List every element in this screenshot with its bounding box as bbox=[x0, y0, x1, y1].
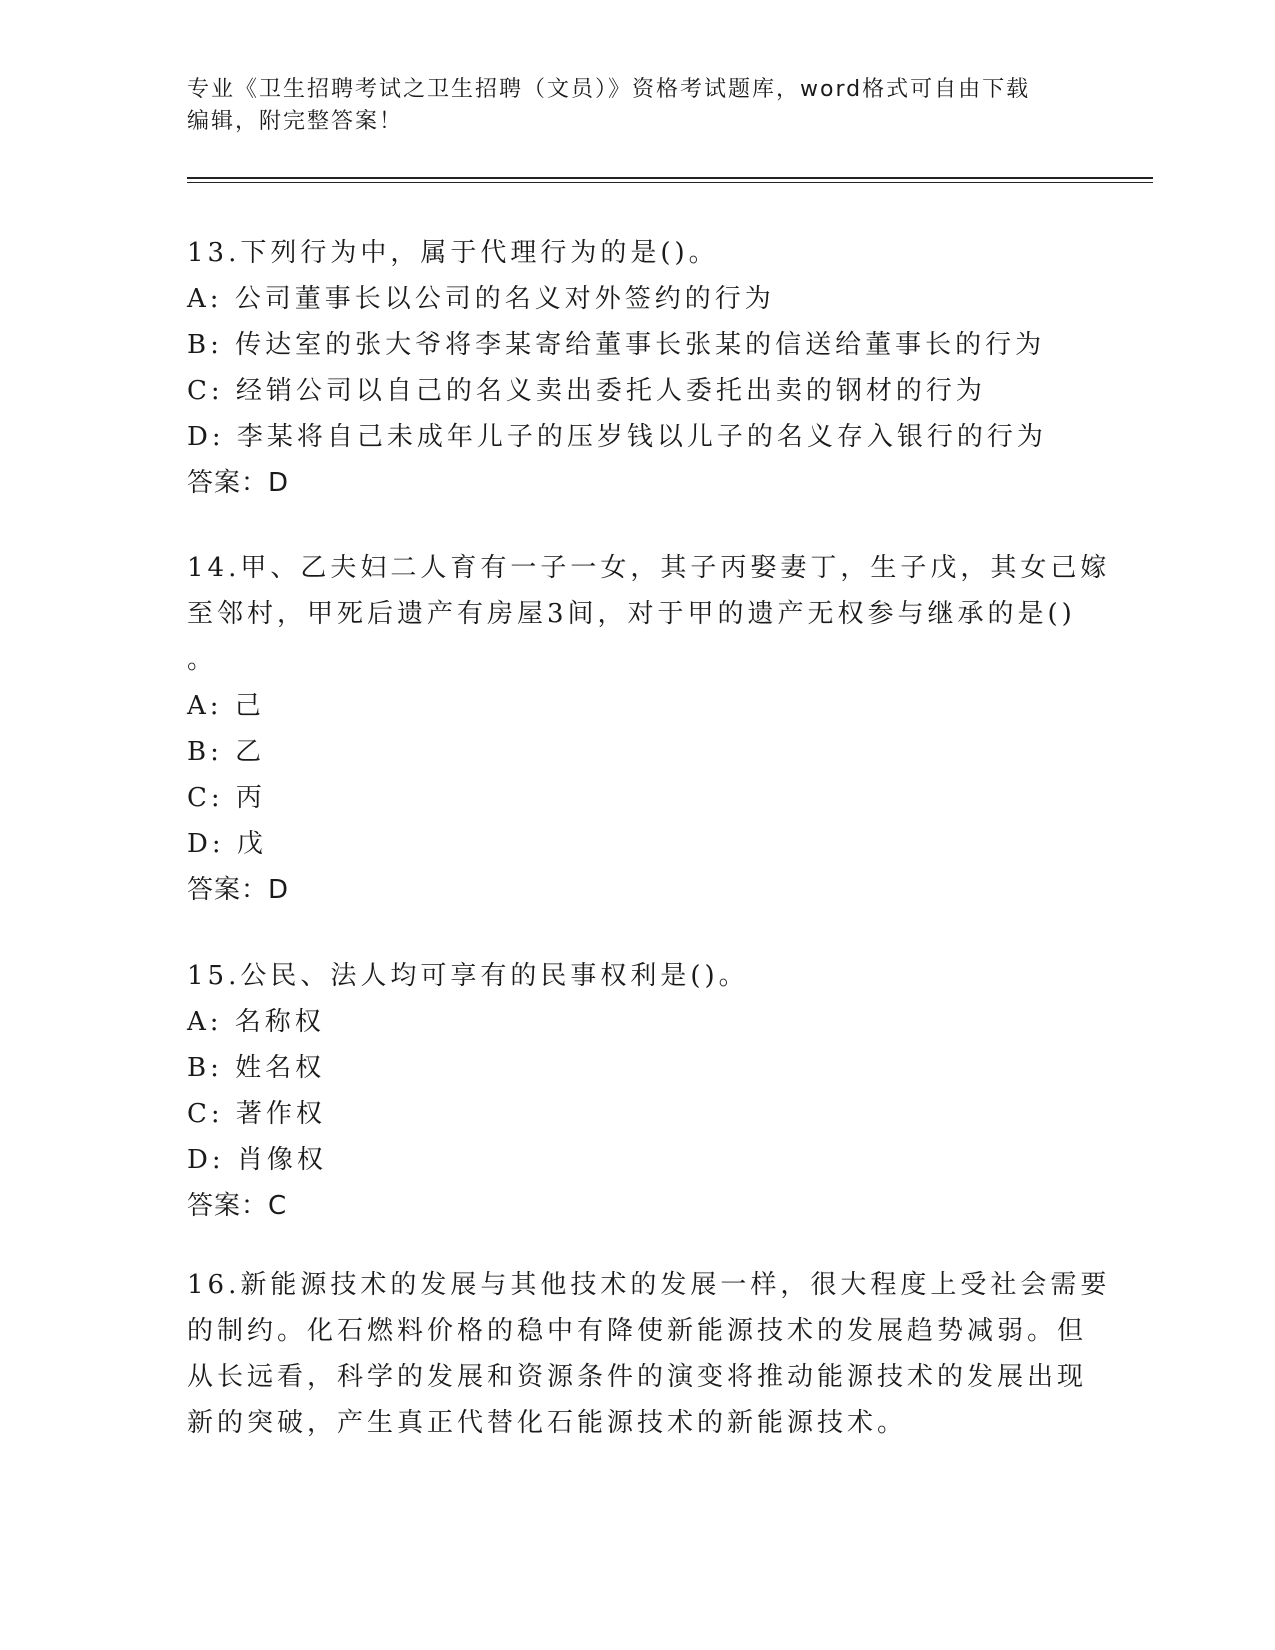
question-stem-line-3: 。 bbox=[187, 645, 218, 675]
passage-line-2: 的制约。化石燃料价格的稳中有降使新能源技术的发展趋势减弱。但 bbox=[187, 1316, 1088, 1346]
page-header bbox=[187, 74, 1087, 138]
option-d: D: 肖像权 bbox=[187, 1145, 327, 1175]
passage-line-3: 从长远看，科学的发展和资源条件的演变将推动能源技术的发展出现 bbox=[187, 1362, 1088, 1392]
question-14 bbox=[187, 545, 1111, 913]
option-d: D: 戊 bbox=[187, 829, 267, 859]
option-c: C: 著作权 bbox=[187, 1099, 326, 1129]
option-b: B: 姓名权 bbox=[187, 1053, 326, 1083]
header-line-1: 专业《卫生招聘考试之卫生招聘（文员）》资格考试题库，word格式可自由下载 bbox=[187, 77, 1031, 102]
question-13 bbox=[187, 230, 1087, 506]
option-b: B: 乙 bbox=[187, 737, 266, 767]
question-stem-line-1: 14.甲、乙夫妇二人育有一子一女，其子丙娶妻丁，生子戊，其女己嫁 bbox=[187, 553, 1111, 583]
option-c: C: 经销公司以自己的名义卖出委托人委托出卖的钢材的行为 bbox=[187, 376, 986, 406]
question-15 bbox=[187, 953, 1087, 1229]
header-line-2: 编辑，附完整答案！ bbox=[187, 109, 404, 134]
header-rule-thick bbox=[187, 177, 1153, 179]
option-a: A: 公司董事长以公司的名义对外签约的行为 bbox=[187, 284, 775, 314]
option-b: B: 传达室的张大爷将李某寄给董事长张某的信送给董事长的行为 bbox=[187, 330, 1046, 360]
question-16-passage bbox=[187, 1262, 1111, 1446]
header-rule-thin bbox=[187, 182, 1153, 183]
question-stem: 13.下列行为中，属于代理行为的是()。 bbox=[187, 238, 719, 268]
passage-line-4: 新的突破，产生真正代替化石能源技术的新能源技术。 bbox=[187, 1408, 908, 1438]
answer: 答案：D bbox=[187, 468, 290, 498]
option-c: C: 丙 bbox=[187, 783, 266, 813]
answer: 答案：C bbox=[187, 1191, 288, 1221]
option-d: D: 李某将自己未成年儿子的压岁钱以儿子的名义存入银行的行为 bbox=[187, 422, 1047, 452]
option-a: A: 己 bbox=[187, 691, 265, 721]
question-stem-line-2: 至邻村，甲死后遗产有房屋3间，对于甲的遗产无权参与继承的是() bbox=[187, 599, 1076, 629]
passage-line-1: 16.新能源技术的发展与其他技术的发展一样，很大程度上受社会需要 bbox=[187, 1270, 1111, 1300]
question-stem: 15.公民、法人均可享有的民事权利是()。 bbox=[187, 961, 749, 991]
answer: 答案：D bbox=[187, 875, 290, 905]
option-a: A: 名称权 bbox=[187, 1007, 325, 1037]
